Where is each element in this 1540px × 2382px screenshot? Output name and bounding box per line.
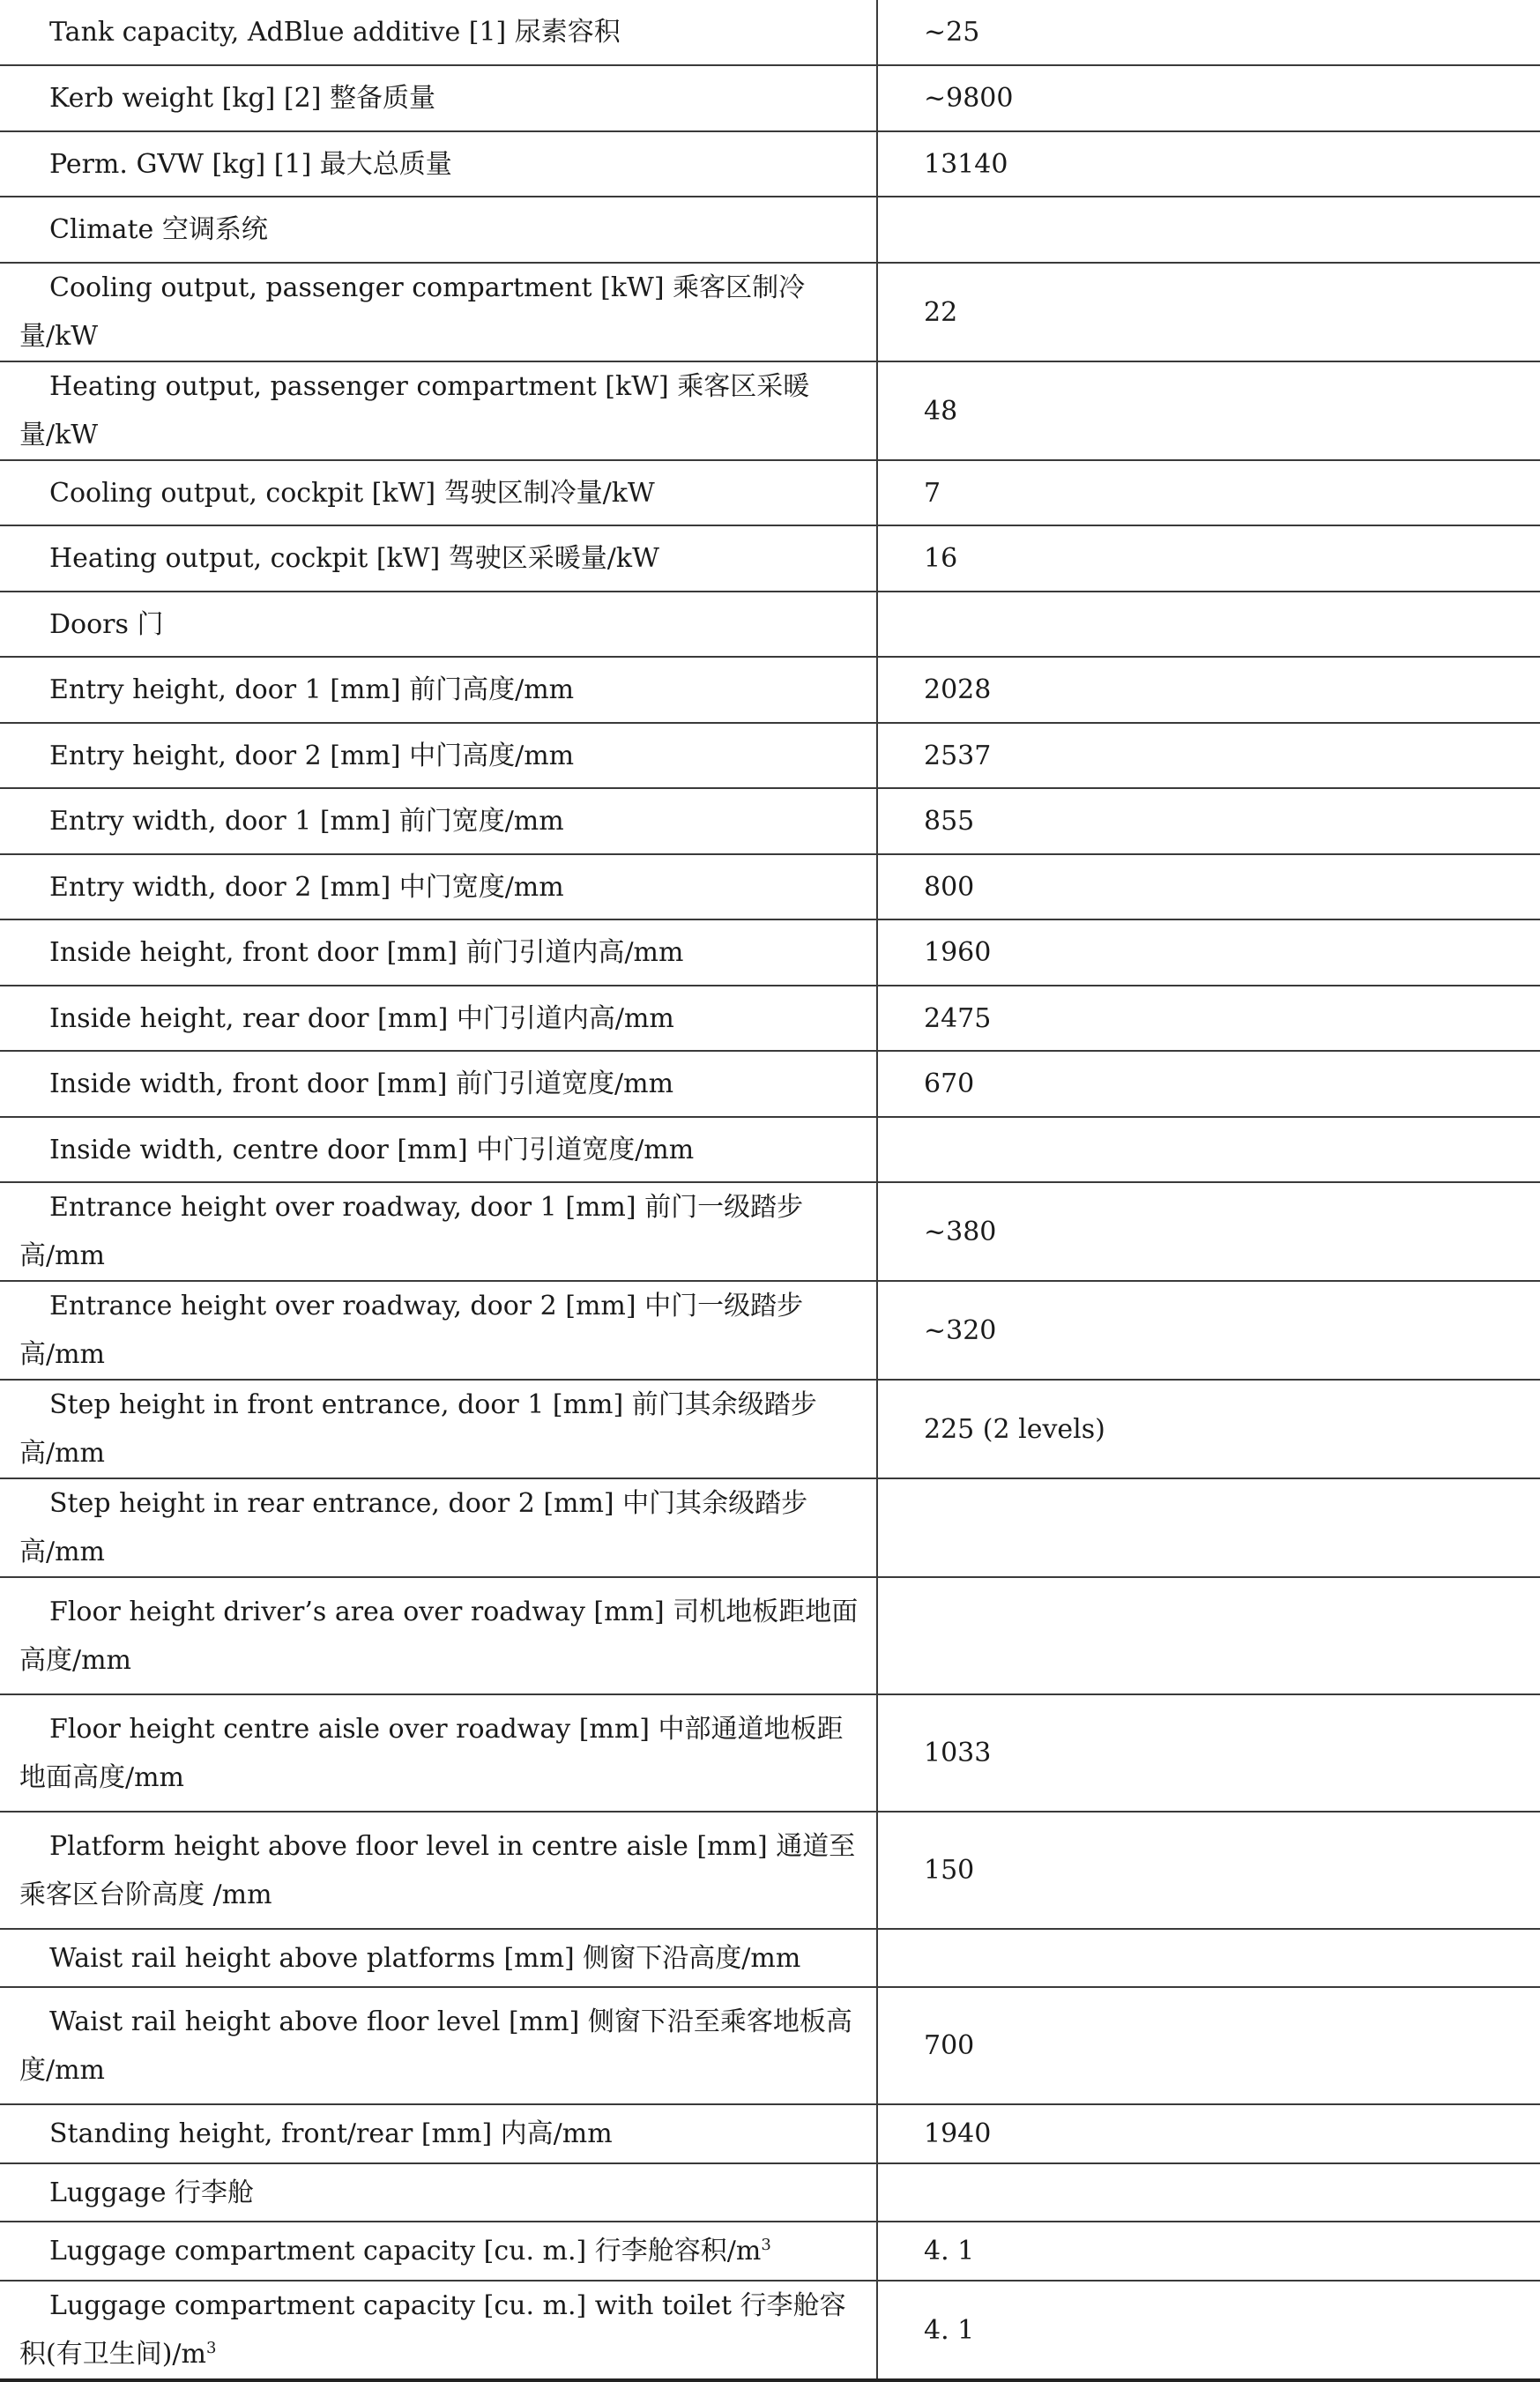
spec-value xyxy=(877,1281,1540,1380)
spec-value-text: 4. 1 xyxy=(924,2314,975,2346)
spec-value xyxy=(877,1380,1540,1478)
spec-label xyxy=(0,1117,877,1182)
spec-value-text: ~9800 xyxy=(924,83,1014,114)
spec-value-text: 700 xyxy=(924,2030,975,2061)
spec-value-text: 1940 xyxy=(924,2118,992,2149)
spec-label-text: Luggage compartment capacity [cu. m.] 行李舱容积/m xyxy=(49,2236,762,2267)
spec-label-text: Inside width, centre door [mm] 中门引道宽度/mm xyxy=(49,1134,695,1165)
spec-value xyxy=(877,2281,1540,2380)
spec-value-text: 16 xyxy=(924,543,958,574)
spec-value-text: 4. 1 xyxy=(924,2236,975,2267)
spec-row xyxy=(0,854,1540,919)
spec-label-text: Entrance height over roadway, door 1 [mm] 前门一级踏步高/mm xyxy=(19,1192,804,1271)
spec-label-text: Floor height centre aisle over roadway [mm] 中部通道地板距地面高度/mm xyxy=(19,1713,844,1793)
spec-value-text: 22 xyxy=(924,296,958,328)
spec-label xyxy=(0,919,877,986)
spec-value-text: 2028 xyxy=(924,674,992,705)
spec-label-text: Step height in front entrance, door 1 [mm] 前门其余级踏步高/mm xyxy=(19,1389,817,1469)
spec-value xyxy=(877,1577,1540,1694)
spec-row xyxy=(0,1380,1540,1478)
spec-label xyxy=(0,2163,877,2222)
spec-value-text: 7 xyxy=(924,477,941,509)
spec-value-text: 150 xyxy=(924,1855,975,1886)
spec-value-text: 2475 xyxy=(924,1002,992,1034)
spec-value xyxy=(877,854,1540,919)
spec-label-text: Standing height, front/rear [mm] 内高/mm xyxy=(49,2118,613,2149)
spec-value xyxy=(877,197,1540,263)
spec-label-text: Entry width, door 1 [mm] 前门宽度/mm xyxy=(49,806,564,837)
spec-label xyxy=(0,788,877,854)
spec-value-text: ~25 xyxy=(924,17,980,48)
spec-label xyxy=(0,986,877,1051)
spec-value xyxy=(877,361,1540,460)
spec-value-text: 1960 xyxy=(924,937,992,968)
spec-label-text: Inside height, rear door [mm] 中门引道内高/mm xyxy=(49,1002,674,1034)
spec-label xyxy=(0,1281,877,1380)
spec-value xyxy=(877,263,1540,361)
spec-value xyxy=(877,1812,1540,1929)
spec-value-text: 2537 xyxy=(924,740,992,771)
spec-label-text: Platform height above floor level in centre aisle [mm] 通道至乘客区台阶高度 /mm xyxy=(19,1830,856,1910)
spec-row xyxy=(0,1987,1540,2104)
spec-value xyxy=(877,2104,1540,2163)
spec-label-text: Heating output, passenger compartment [kW] 乘客区采暖量/kW xyxy=(19,371,810,450)
spec-label xyxy=(0,2104,877,2163)
spec-row xyxy=(0,592,1540,657)
spec-label-text: Kerb weight [kg] [2] 整备质量 xyxy=(49,83,435,114)
spec-value xyxy=(877,1117,1540,1182)
spec-value xyxy=(877,131,1540,197)
spec-label-superscript: 3 xyxy=(761,2236,771,2254)
spec-row xyxy=(0,2104,1540,2163)
spec-row xyxy=(0,197,1540,263)
spec-row xyxy=(0,1281,1540,1380)
spec-row xyxy=(0,2222,1540,2281)
spec-value xyxy=(877,0,1540,65)
spec-value xyxy=(877,986,1540,1051)
spec-label-text: Entrance height over roadway, door 2 [mm] 中门一级踏步高/mm xyxy=(19,1291,804,1370)
spec-value-text: 670 xyxy=(924,1068,975,1099)
spec-label-text: Cooling output, passenger compartment [kW] 乘客区制冷量/kW xyxy=(19,272,806,352)
spec-label-text: Luggage 行李舱 xyxy=(49,2177,255,2208)
spec-row xyxy=(0,986,1540,1051)
spec-row xyxy=(0,1182,1540,1281)
spec-label xyxy=(0,2281,877,2380)
spec-label-text: Tank capacity, AdBlue additive [1] 尿素容积 xyxy=(49,17,621,48)
spec-value xyxy=(877,919,1540,986)
spec-label xyxy=(0,131,877,197)
spec-label-text: Floor height driver’s area over roadway [mm] 司机地板距地面高度/mm xyxy=(19,1596,859,1676)
spec-row xyxy=(0,460,1540,525)
spec-value xyxy=(877,1051,1540,1117)
spec-label-text: Luggage compartment capacity [cu. m.] with toilet 行李舱容积(有卫生间)/m xyxy=(19,2290,846,2370)
spec-row xyxy=(0,919,1540,986)
spec-row xyxy=(0,2163,1540,2222)
spec-label xyxy=(0,65,877,131)
spec-row xyxy=(0,657,1540,723)
spec-value xyxy=(877,592,1540,657)
spec-value-text: 855 xyxy=(924,806,975,837)
spec-value-text: 225 (2 levels) xyxy=(924,1413,1105,1445)
spec-value xyxy=(877,2222,1540,2281)
spec-row xyxy=(0,788,1540,854)
spec-label-text: Inside height, front door [mm] 前门引道内高/mm xyxy=(49,937,684,968)
spec-row xyxy=(0,1478,1540,1577)
spec-row xyxy=(0,0,1540,65)
spec-label-text: Entry width, door 2 [mm] 中门宽度/mm xyxy=(49,871,564,903)
spec-label xyxy=(0,657,877,723)
spec-label xyxy=(0,592,877,657)
spec-label-text: Entry height, door 2 [mm] 中门高度/mm xyxy=(49,740,575,771)
spec-row xyxy=(0,2281,1540,2380)
spec-value-text: 1033 xyxy=(924,1738,992,1768)
spec-label xyxy=(0,1694,877,1812)
spec-label xyxy=(0,263,877,361)
spec-row xyxy=(0,361,1540,460)
spec-row xyxy=(0,263,1540,361)
spec-value-text: ~380 xyxy=(924,1216,997,1247)
spec-label xyxy=(0,723,877,788)
spec-label xyxy=(0,854,877,919)
spec-row xyxy=(0,1117,1540,1182)
spec-value xyxy=(877,2163,1540,2222)
spec-label xyxy=(0,1929,877,1987)
spec-label xyxy=(0,525,877,592)
spec-label xyxy=(0,1987,877,2104)
spec-label xyxy=(0,1380,877,1478)
spec-value xyxy=(877,65,1540,131)
spec-label-text: Waist rail height above platforms [mm] 侧窗下沿高度/mm xyxy=(49,1942,801,1974)
spec-value xyxy=(877,657,1540,723)
spec-label-text: Waist rail height above floor level [mm] 侧窗下沿至乘客地板高度/mm xyxy=(19,2006,852,2086)
spec-label-text: Climate 空调系统 xyxy=(49,214,268,245)
spec-row xyxy=(0,1929,1540,1987)
spec-label xyxy=(0,197,877,263)
spec-label-text: Heating output, cockpit [kW] 驾驶区采暖量/kW xyxy=(49,543,659,574)
spec-label-superscript: 3 xyxy=(205,2339,217,2357)
spec-value xyxy=(877,1929,1540,1987)
spec-value xyxy=(877,723,1540,788)
spec-value xyxy=(877,1478,1540,1577)
spec-label-text: Step height in rear entrance, door 2 [mm] 中门其余级踏步高/mm xyxy=(19,1488,808,1567)
spec-value-text: ~320 xyxy=(924,1314,997,1346)
spec-row xyxy=(0,723,1540,788)
spec-row xyxy=(0,525,1540,592)
spec-value-text: 48 xyxy=(924,395,958,427)
spec-label-text: Cooling output, cockpit [kW] 驾驶区制冷量/kW xyxy=(49,477,655,509)
spec-value xyxy=(877,1987,1540,2104)
spec-value xyxy=(877,1694,1540,1812)
spec-label-text: Doors 门 xyxy=(49,608,164,640)
spec-label-text: Perm. GVW [kg] [1] 最大总质量 xyxy=(49,148,452,180)
spec-row xyxy=(0,1694,1540,1812)
spec-label xyxy=(0,1478,877,1577)
spec-value xyxy=(877,460,1540,525)
spec-value xyxy=(877,788,1540,854)
spec-label xyxy=(0,460,877,525)
spec-row xyxy=(0,1051,1540,1117)
spec-value xyxy=(877,525,1540,592)
spec-value xyxy=(877,1182,1540,1281)
spec-label xyxy=(0,361,877,460)
spec-row xyxy=(0,1577,1540,1694)
spec-row xyxy=(0,131,1540,197)
spec-label xyxy=(0,1182,877,1281)
spec-label-text: Inside width, front door [mm] 前门引道宽度/mm xyxy=(49,1068,674,1099)
spec-label xyxy=(0,1051,877,1117)
spec-row xyxy=(0,65,1540,131)
spec-value-text: 800 xyxy=(924,871,975,903)
spec-label xyxy=(0,1577,877,1694)
spec-label xyxy=(0,1812,877,1929)
spec-label xyxy=(0,0,877,65)
spec-label xyxy=(0,2222,877,2281)
spec-row xyxy=(0,1812,1540,1929)
spec-label-text: Entry height, door 1 [mm] 前门高度/mm xyxy=(49,674,575,705)
spec-value-text: 13140 xyxy=(924,148,1008,180)
